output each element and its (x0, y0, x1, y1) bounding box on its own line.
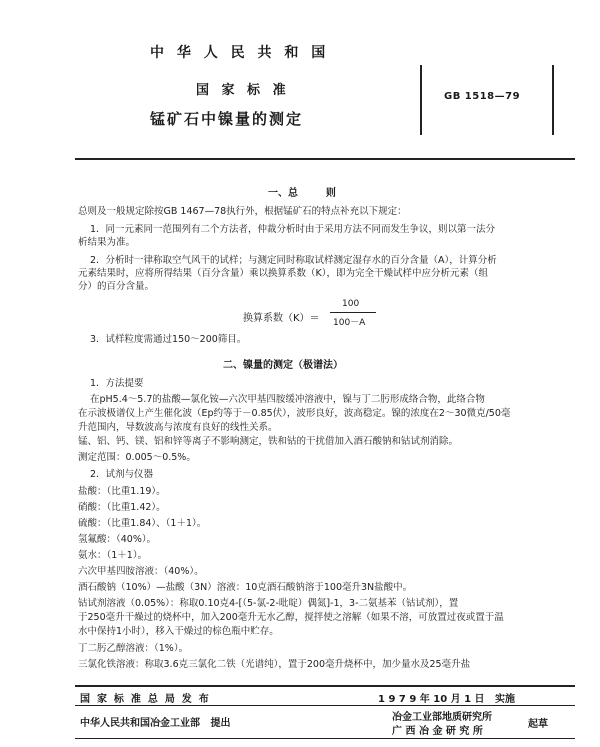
formula-bar (330, 312, 376, 313)
country-title: 中 华 人 民 共 和 国 (150, 45, 330, 61)
rule2-line1: 2．分析时一律称取空气风干的试样；与测定同时称取试样测定湿存水的百分含量（A），计算分析 (90, 255, 497, 266)
rule2-line3: 分）的百分含量。 (78, 281, 155, 292)
reagent-fecl3: 三氯化铁溶液：称取3.6克三氯化二铁（光谱纯），置于200毫升烧杯中，加少量水及25毫升盐 (78, 659, 471, 670)
footer-rule-bottom (75, 738, 575, 739)
reagent-cobalt-line1: 钴试剂溶液（0.05%）：称取0.10克4-[（5-氯-2-吡啶）偶氮]-1，3-二氨基苯（钴试剂），置 (78, 598, 459, 609)
reagent-cobalt-line3: 水中保持1小时），移入干燥过的棕色瓶中贮存。 (78, 626, 279, 637)
rule3: 3．试样粒度需通过150～200筛目。 (90, 334, 247, 345)
footer-rule-top (75, 685, 575, 687)
footer-rule-mid (75, 705, 575, 706)
section2-heading: 二、镍量的测定（极谱法） (223, 360, 343, 371)
reagent-hcl: 盐酸：（比重1.19）。 (78, 486, 166, 497)
reagent-hno3: 硝酸：（比重1.42）。 (78, 502, 166, 513)
formula-denominator: 100－A (333, 318, 366, 328)
reagent-hmta: 六次甲基四胺溶液：（40%）。 (78, 566, 204, 577)
standard-type: 国 家 标 准 (196, 83, 290, 98)
reagents-title: 2．试剂与仪器 (90, 469, 154, 480)
draft-label: 起草 (528, 719, 548, 730)
drafter-1: 冶金工业部地质研究所 (392, 712, 492, 723)
proposer: 中华人民共和国冶金工业部 提出 (80, 718, 231, 729)
method-line4: 锰、铝、钙、镁、铝和锌等离子不影响测定，铁和钴的干扰借加入酒石酸钠和钴试剂消除。 (78, 436, 459, 447)
formula-numerator: 100 (342, 299, 360, 309)
method-line3: 升范围内，导数波高与浓度有良好的线性关系。 (78, 422, 278, 433)
standard-code: GB 1518—79 (444, 91, 521, 102)
effective-date: 1 9 7 9 年 10 月 1 日 实施 (378, 694, 516, 705)
issuer: 国 家 标 准 总 局 发 布 (80, 694, 209, 705)
method-line2: 在示波极谱仪上产生催化波（Ep约等于－0.85伏），波形良好，波高稳定。镍的浓度在2～30微克/50毫 (78, 408, 511, 419)
method-range: 测定范围：0.005～0.5%。 (78, 452, 196, 463)
formula-label: 换算系数（K）＝ (243, 313, 320, 324)
general-para: 总则及一般规定除按GB 1467—78执行外，根据锰矿石的特点补充以下规定： (78, 206, 407, 217)
reagent-h2so4: 硫酸：（比重1.84）、（1＋1）。 (78, 518, 207, 529)
header-rule (75, 158, 575, 160)
page-title: 锰矿石中镍量的测定 (150, 110, 304, 128)
method-line1: 在pH5.4～5.7的盐酸—氯化铵—六次甲基四胺缓冲溶液中，镍与丁二肟形成络合物，此络合物 (90, 394, 485, 405)
reagent-ammonia: 氨水：（1＋1）。 (78, 550, 148, 561)
reagent-cobalt-line2: 于250毫升干燥过的烧杯中，加入200毫升无水乙醇，搅拌使之溶解（如果不溶，可放置过夜或置于温 (78, 612, 504, 623)
reagent-hf: 氢氟酸：（40%）。 (78, 534, 157, 545)
reagent-tartrate: 酒石酸钠（10%）—盐酸（3N）溶液：10克酒石酸钠溶于100毫升3N盐酸中。 (78, 582, 413, 593)
rule1-line1: 1．同一元素同一范围列有二个方法者，仲裁分析时由于采用方法不同而发生争议，则以第一法分 (90, 224, 496, 235)
standard-code-box (420, 65, 554, 135)
section1-heading: 一、总 则 (268, 188, 336, 199)
drafter-2: 广 西 冶 金 研 究 所 (392, 726, 483, 737)
reagent-dmg: 丁二肟乙醇溶液：（1%）。 (78, 643, 189, 654)
method-title: 1．方法提要 (90, 378, 144, 389)
rule2-line2: 元素结果时，应将所得结果（百分含量）乘以换算系数（K），即为完全干燥试样中应分析元素（组 (78, 268, 488, 279)
rule1-line2: 析结果为准。 (78, 237, 136, 248)
